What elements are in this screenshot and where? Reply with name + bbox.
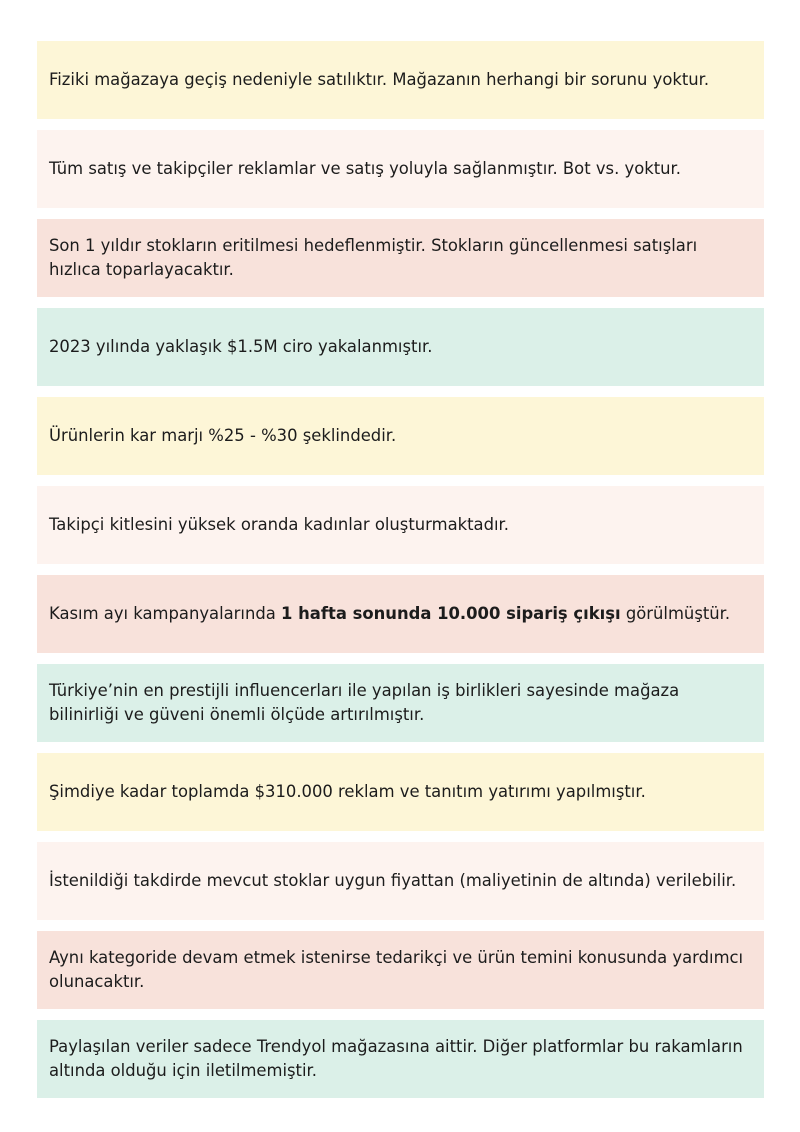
info-card-text: Türkiye’nin en prestijli influencerları ile yapılan iş birlikleri sayesinde mağaza bilinirliği ve güveni önemli ölçüde artırılmıştır. <box>49 681 680 724</box>
info-card-campaign <box>37 575 764 653</box>
info-card-text-after: görülmüştür. <box>620 604 731 623</box>
info-card-text-before: Kasım ayı kampanyalarında <box>49 604 282 623</box>
info-card-text: Fiziki mağazaya geçiş nedeniyle satılıktır. Mağazanın herhangi bir sorunu yoktur. <box>49 70 710 89</box>
info-card-text: Tüm satış ve takipçiler reklamlar ve satış yoluyla sağlanmıştır. Bot vs. yoktur. <box>49 159 681 178</box>
info-card-stock <box>37 219 764 297</box>
info-list <box>37 41 764 1109</box>
info-card-text-highlight: 1 hafta sonunda 10.000 sipariş çıkışı <box>281 604 621 623</box>
info-card-influencers <box>37 664 764 742</box>
info-card-text <box>49 602 730 626</box>
info-card-margin <box>37 397 764 475</box>
info-card-text: Takipçi kitlesini yüksek oranda kadınlar oluşturmaktadır. <box>49 515 509 534</box>
info-card-followers <box>37 130 764 208</box>
info-card-text: Aynı kategoride devam etmek istenirse tedarikçi ve ürün temini konusunda yardımcı olunacaktır. <box>49 948 744 991</box>
info-card-text: Ürünlerin kar marjı %25 - %30 şeklindedir. <box>49 426 397 445</box>
info-card-text: Şimdiye kadar toplamda $310.000 reklam ve tanıtım yatırımı yapılmıştır. <box>49 782 646 801</box>
info-card-text: İstenildiği takdirde mevcut stoklar uygun fiyattan (maliyetinin de altında) verilebilir. <box>49 871 737 890</box>
info-card-text: 2023 yılında yaklaşık $1.5M ciro yakalanmıştır. <box>49 337 433 356</box>
info-card-stock-price <box>37 842 764 920</box>
info-card-text: Son 1 yıldır stokların eritilmesi hedeflenmiştir. Stokların güncellenmesi satışları hızlıca toparlayacaktır. <box>49 236 698 279</box>
info-card-text: Paylaşılan veriler sadece Trendyol mağazasına aittir. Diğer platformlar bu rakamların altında olduğu için iletilmemiştir. <box>49 1037 743 1080</box>
info-card-platform-data <box>37 1020 764 1098</box>
info-card-ad-investment <box>37 753 764 831</box>
info-card-audience <box>37 486 764 564</box>
info-card-supplier <box>37 931 764 1009</box>
info-card-revenue <box>37 308 764 386</box>
info-card-store-sale <box>37 41 764 119</box>
